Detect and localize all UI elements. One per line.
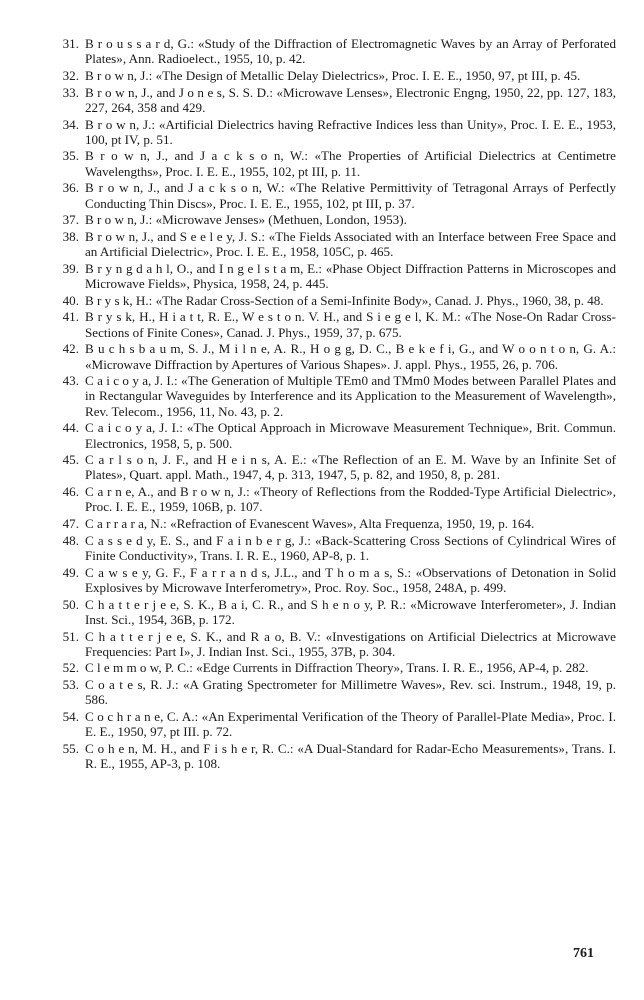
reference-text: C o a t e s, R. J.: «A Grating Spectrometer for Millimetre Waves», Rev. sci. Instrum., 1948, 19, p. 586.	[85, 677, 616, 708]
reference-entry	[46, 420, 616, 450]
reference-number: 32.	[62, 67, 79, 83]
reference-text: C a r r a r a, N.: «Refraction of Evanescent Waves», Alta Frequenza, 1950, 19, p. 164.	[85, 516, 535, 532]
reference-number: 50.	[62, 596, 79, 612]
reference-entry	[46, 373, 616, 419]
reference-number: 40.	[62, 292, 79, 308]
reference-text: B r o w n, J.: «Microwave Jenses» (Methuen, London, 1953).	[85, 212, 407, 228]
reference-entry	[46, 533, 616, 563]
reference-text: B r y n g d a h l, O., and I n g e l s t a m, E.: «Phase Object Diffraction Patterns in Microscopes and Microwave Fields», Physica, 1958, 24, p. 445.	[85, 260, 616, 292]
reference-number: 43.	[62, 373, 79, 389]
reference-text: B r o w n, J., and J a c k s o n, W.: «The Relative Permittivity of Tetragonal Arrays of Perfectly Conducting Thin Discs», Proc. I. E. E., 1955, 102, pt III, p. 37.	[85, 180, 616, 211]
reference-text: C a r n e, A., and B r o w n, J.: «Theory of Reflections from the Rodded-Type Artificial Dielectric», Proc. I. E. E., 1959, 106B, p. 107.	[85, 484, 616, 515]
reference-text: B r o w n, J.: «Artificial Dielectrics having Refractive Indices less than Unity», Proc. I. E. E., 1953, 100, pt IV, p. 51.	[85, 116, 616, 147]
reference-entry	[46, 597, 616, 627]
reference-number: 42.	[62, 341, 79, 357]
reference-text: C a i c o y a, J. I.: «The Generation of Multiple TEm0 and TMm0 Modes between Parallel Plates and in Rectangular Waveguides by Interference and its Application to the Measurement of Wavelength», Rev. Telecom., 1956, 11, No. 43, p. 2.	[85, 373, 616, 419]
reference-entry	[46, 660, 616, 675]
reference-text: B r o w n, J.: «The Design of Metallic Delay Dielectrics», Proc. I. E. E., 1950, 97, pt III, p. 45.	[85, 67, 581, 83]
reference-text: C h a t t e r j e e, S. K., B a i, C. R., and S h e n o y, P. R.: «Microwave Interferometer», J. Indian Inst. Sci., 1954, 36B, p. 172.	[85, 596, 616, 627]
reference-number: 33.	[62, 84, 79, 100]
reference-text: C a s s e d y, E. S., and F a i n b e r g, J.: «Back-Scattering Cross Sections of Cylindrical Wires of Finite Conductivity», Trans. I. R. E., 1960, AP-8, p. 1.	[85, 532, 616, 563]
reference-text: C o h e n, M. H., and F i s h e r, R. C.: «A Dual-Standard for Radar-Echo Measurements», Trans. I. R. E., 1955, AP-3, p. 108.	[85, 740, 616, 772]
reference-text: B r y s k, H., H i a t t, R. E., W e s t o n. V. H., and S i e g e l, K. M.: «The Nose-On Radar Cross-Sections of Finite Cones», Canad. J. Phys., 1959, 37, p. 675.	[85, 309, 616, 340]
reference-entry	[46, 293, 616, 308]
reference-text: B r o w n, J., and J o n e s, S. S. D.: «Microwave Lenses», Electronic Engng, 1950, 22, pp. 127, 183, 227, 264, 358 and 429.	[85, 84, 616, 115]
reference-entry	[46, 85, 616, 115]
reference-entry	[46, 148, 616, 178]
reference-entry	[46, 212, 616, 227]
reference-number: 41.	[62, 309, 79, 325]
reference-text: B r o w n, J., and S e e l e y, J. S.: «The Fields Associated with an Interface between Free Space and an Artificial Dielectric», Proc. I. E. E., 1958, 105C, p. 465.	[85, 228, 616, 260]
reference-number: 31.	[62, 36, 79, 51]
reference-text: B r o w n, J., and J a c k s o n, W.: «The Properties of Artificial Dielectrics at Centimetre Wavelengths», Proc. I. E. E., 1955, 102, pt III, p. 11.	[85, 148, 616, 179]
reference-text: B r y s k, H.: «The Radar Cross-Section of a Semi-Infinite Body», Canad. J. Phys., 1960, 38, p. 48.	[85, 292, 604, 308]
reference-text: B r o u s s a r d, G.: «Study of the Diffraction of Electromagnetic Waves by an Array of Perforated Plates», Ann. Radioelect., 1955, 10, p. 42.	[85, 36, 616, 67]
reference-list	[46, 36, 616, 773]
reference-entry	[46, 261, 616, 291]
reference-number: 55.	[62, 740, 79, 756]
reference-number: 47.	[62, 516, 79, 532]
reference-number: 35.	[62, 148, 79, 164]
reference-number: 46.	[62, 484, 79, 500]
reference-number: 48.	[62, 532, 79, 548]
reference-number: 36.	[62, 180, 79, 196]
reference-text: C l e m m o w, P. C.: «Edge Currents in Diffraction Theory», Trans. I. R. E., 1956, AP-4, p. 282.	[85, 660, 589, 676]
reference-number: 37.	[62, 212, 79, 228]
reference-number: 38.	[62, 228, 79, 244]
reference-number: 51.	[62, 628, 79, 644]
reference-entry	[46, 709, 616, 739]
reference-text: C a w s e y, G. F., F a r r a n d s, J.L., and T h o m a s, S.: «Observations of Detonation in Solid Explosives by Microwave Interferometry», Proc. Roy. Soc., 1958, 248A, p. 499.	[85, 564, 616, 595]
reference-entry	[46, 484, 616, 514]
reference-number: 39.	[62, 260, 79, 276]
reference-text: C a r l s o n, J. F., and H e i n s, A. E.: «The Reflection of an E. M. Wave by an Infinite Set of Plates», Quart. appl. Math., 1947, 4, p. 313, 1947, 5, p. 82, and 1950, 8, p. 281.	[85, 452, 616, 483]
reference-entry	[46, 516, 616, 531]
reference-number: 54.	[62, 709, 79, 725]
reference-text: C a i c o y a, J. I.: «The Optical Approach in Microwave Measurement Technique», Brit. Commun. Electronics, 1958, 5, p. 500.	[85, 420, 616, 451]
reference-entry	[46, 341, 616, 371]
reference-entry	[46, 36, 616, 66]
reference-number: 45.	[62, 452, 79, 468]
reference-number: 44.	[62, 420, 79, 436]
reference-number: 34.	[62, 116, 79, 132]
reference-number: 52.	[62, 660, 79, 676]
reference-entry	[46, 309, 616, 339]
reference-entry	[46, 452, 616, 482]
reference-entry	[46, 229, 616, 259]
reference-entry	[46, 117, 616, 147]
reference-entry	[46, 180, 616, 210]
page-number: 761	[573, 946, 594, 961]
reference-entry	[46, 741, 616, 771]
reference-text: C o c h r a n e, C. A.: «An Experimental Verification of the Theory of Parallel-Plate Media», Proc. I. E. E., 1950, 97, pt III. p. 72.	[85, 709, 616, 740]
reference-entry	[46, 68, 616, 83]
reference-entry	[46, 629, 616, 659]
reference-entry	[46, 565, 616, 595]
reference-number: 49.	[62, 564, 79, 580]
reference-number: 53.	[62, 677, 79, 693]
reference-text: C h a t t e r j e e, S. K., and R a o, B. V.: «Investigations on Artificial Dielectrics at Microwave Frequencies: Part I», J. Indian Inst. Sci., 1955, 37B, p. 304.	[85, 628, 616, 659]
reference-text: B u c h s b a u m, S. J., M i l n e, A. R., H o g g, D. C., B e k e f i, G., and W o o n t o n, G. A.: «Microwave Diffraction by Apertures of Various Shapes». J. appl. Phys., 1955, 26, p. 706.	[85, 341, 616, 372]
reference-entry	[46, 677, 616, 707]
